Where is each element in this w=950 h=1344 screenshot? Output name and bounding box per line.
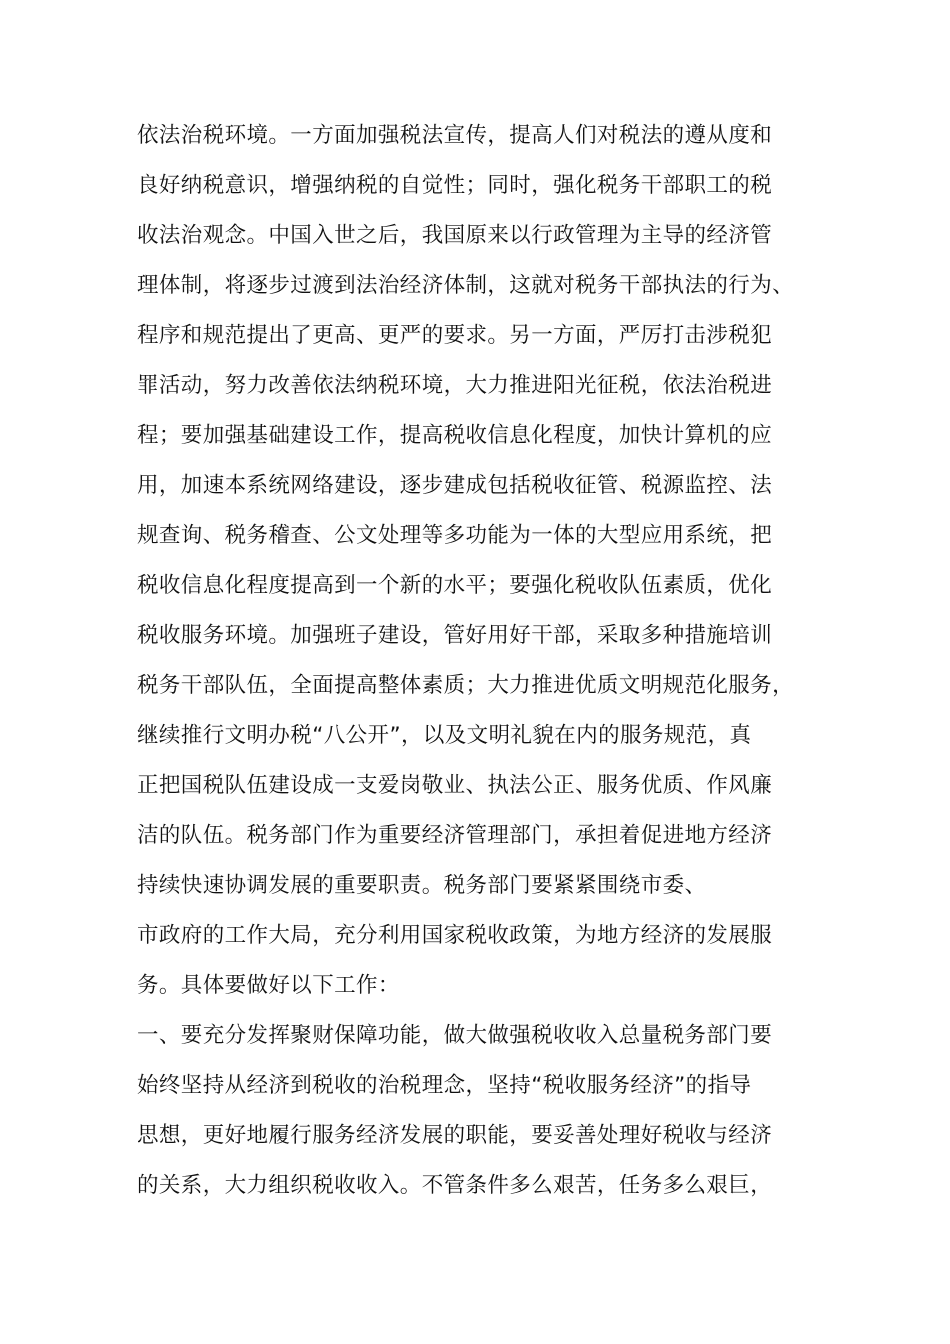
text-line: 继续推行文明办税“八公开”，以及文明礼貌在内的服务规范，真 [137, 723, 752, 748]
body-text [137, 118, 837, 1218]
text-line: 的关系，大力组织税收收入。不管条件多么艰苦，任务多么艰巨， [137, 1173, 773, 1198]
text-line: 理体制，将逐步过渡到法治经济体制，这就对税务干部执法的行为、 [137, 273, 795, 298]
text-line: 持续快速协调发展的重要职责。税务部门要紧紧围绕市委、 [137, 873, 707, 898]
text-line: 规查询、税务稽查、公文处理等多功能为一体的大型应用系统，把 [137, 523, 773, 548]
text-line: 洁的队伍。税务部门作为重要经济管理部门，承担着促进地方经济 [137, 823, 773, 848]
text-line: 用，加速本系统网络建设，逐步建成包括税收征管、税源监控、法 [137, 473, 773, 498]
text-line: 收法治观念。中国入世之后，我国原来以行政管理为主导的经济管 [137, 223, 773, 248]
text-line: 税务干部队伍，全面提高整体素质；大力推进优质文明规范化服务， [137, 673, 795, 698]
text-line: 程；要加强基础建设工作，提高税收信息化程度，加快计算机的应 [137, 423, 773, 448]
text-line: 思想，更好地履行服务经济发展的职能，要妥善处理好税收与经济 [137, 1123, 773, 1148]
text-line: 程序和规范提出了更高、更严的要求。另一方面，严厉打击涉税犯 [137, 323, 773, 348]
text-line: 税收信息化程度提高到一个新的水平；要强化税收队伍素质，优化 [137, 573, 773, 598]
text-line: 市政府的工作大局，充分利用国家税收政策，为地方经济的发展服 [137, 923, 773, 948]
text-line: 正把国税队伍建设成一支爱岗敬业、执法公正、服务优质、作风廉 [137, 773, 773, 798]
section-heading-line: 一、要充分发挥聚财保障功能，做大做强税收收入总量税务部门要 [137, 1023, 773, 1048]
text-line: 始终坚持从经济到税收的治税理念，坚持“税收服务经济”的指导 [137, 1073, 752, 1098]
text-line: 税收服务环境。加强班子建设，管好用好干部，采取多种措施培训 [137, 623, 773, 648]
text-line: 务。具体要做好以下工作： [137, 973, 400, 998]
text-line: 良好纳税意识，增强纳税的自觉性；同时，强化税务干部职工的税 [137, 173, 773, 198]
text-line: 依法治税环境。一方面加强税法宣传，提高人们对税法的遵从度和 [137, 123, 773, 148]
text-line: 罪活动，努力改善依法纳税环境，大力推进阳光征税，依法治税进 [137, 373, 773, 398]
